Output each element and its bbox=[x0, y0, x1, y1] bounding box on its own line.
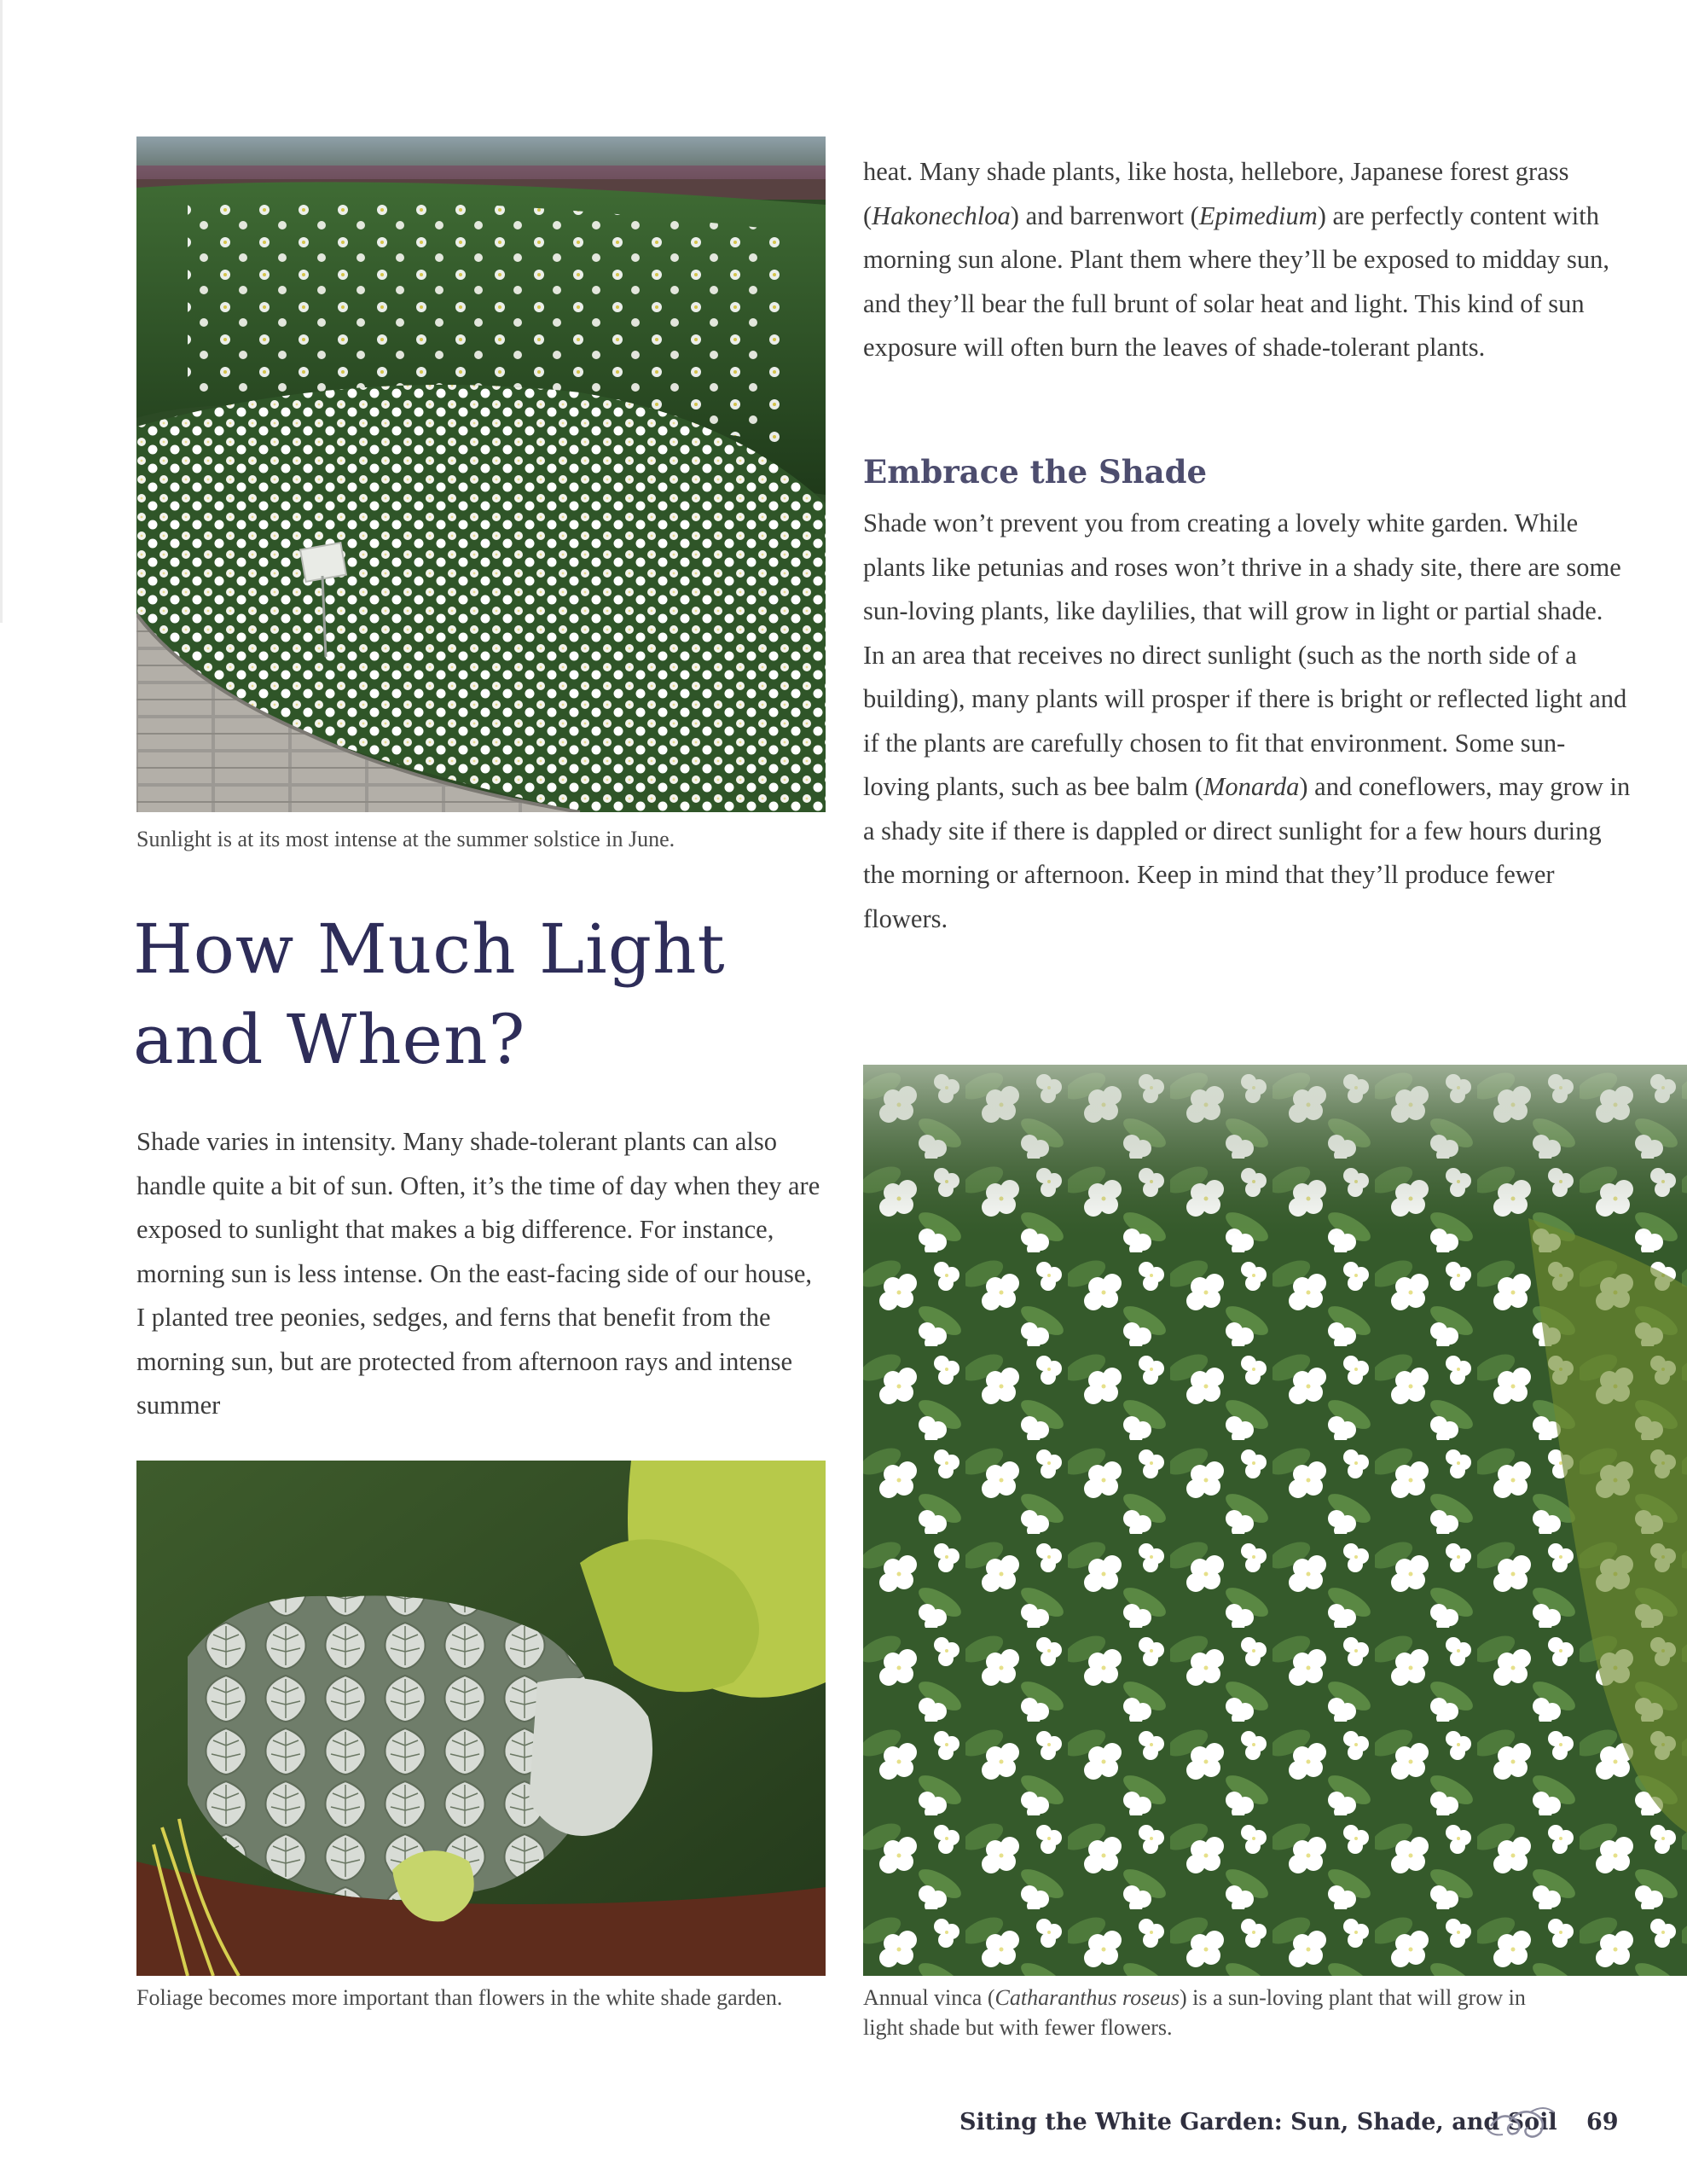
main-heading-line-2: and When? bbox=[133, 1000, 526, 1079]
page-edge-mark bbox=[0, 0, 3, 623]
main-section-heading bbox=[133, 904, 832, 1085]
flourish-ornament-icon bbox=[1484, 2100, 1557, 2143]
daisy-bed-photo bbox=[136, 136, 826, 812]
vinca-photo-caption: Annual vinca (Catharanthus roseus) is a sun-loving plant that will grow in light shade but with fewer flowers. bbox=[863, 1985, 1526, 2040]
right-column-intro-text: heat. Many shade plants, like hosta, hellebore, Japanese forest grass (Hakonechloa) and barrenwort (Epimedium) are perfectly content with morning sun alone. Plant them where they’ll be exposed to midday sun, and they’ll bear the full brunt of solar heat and light. This kind of sun exposure will often burn the leaves of shade-tolerant plants. bbox=[863, 157, 1610, 362]
brunnera-foliage-photo bbox=[136, 1461, 826, 1976]
main-heading-line-1: How Much Light bbox=[133, 909, 726, 989]
embrace-shade-paragraph: Shade won’t prevent you from creating a lovely white garden. While plants like petunias and roses won’t thrive in a shady site, there are some sun-loving plants, like daylilies, that will grow in light or partial shade. In an area that receives no direct sunlight (such as the north side of a building), many plants will prosper if there is bright or reflected light and if the plants are carefully chosen to fit that environment. Some sun-loving plants, such as bee balm (Monarda) and coneflowers, may grow in a shady site if there is dappled or direct sunlight for a few hours during the morning or afternoon. Keep in mind that they’ll produce fewer flowers. bbox=[863, 508, 1631, 933]
page-footer bbox=[955, 2100, 1620, 2143]
daisy-photo-caption: Sunlight is at its most intense at the summer solstice in June. bbox=[136, 827, 675, 851]
white-vinca-photo bbox=[863, 1065, 1687, 1976]
light-intensity-paragraph: Shade varies in intensity. Many shade-tolerant plants can also handle quite a bit of sun. Often, it’s the time of day when they are exposed to sunlight that makes a big difference. For instance, morning sun is less intense. On the east-facing side of our house, I planted tree peonies, sedges, and ferns that benefit from the morning sun, but are protected from afternoon rays and intense summer bbox=[136, 1127, 820, 1420]
running-footer-title: Siting the White Garden: Sun, Shade, and Soil bbox=[959, 2109, 1557, 2135]
page-number: 69 bbox=[1586, 2109, 1619, 2135]
embrace-the-shade-heading: Embrace the Shade bbox=[863, 453, 1208, 491]
foliage-photo-caption: Foliage becomes more important than flowers in the white shade garden. bbox=[136, 1985, 783, 2010]
